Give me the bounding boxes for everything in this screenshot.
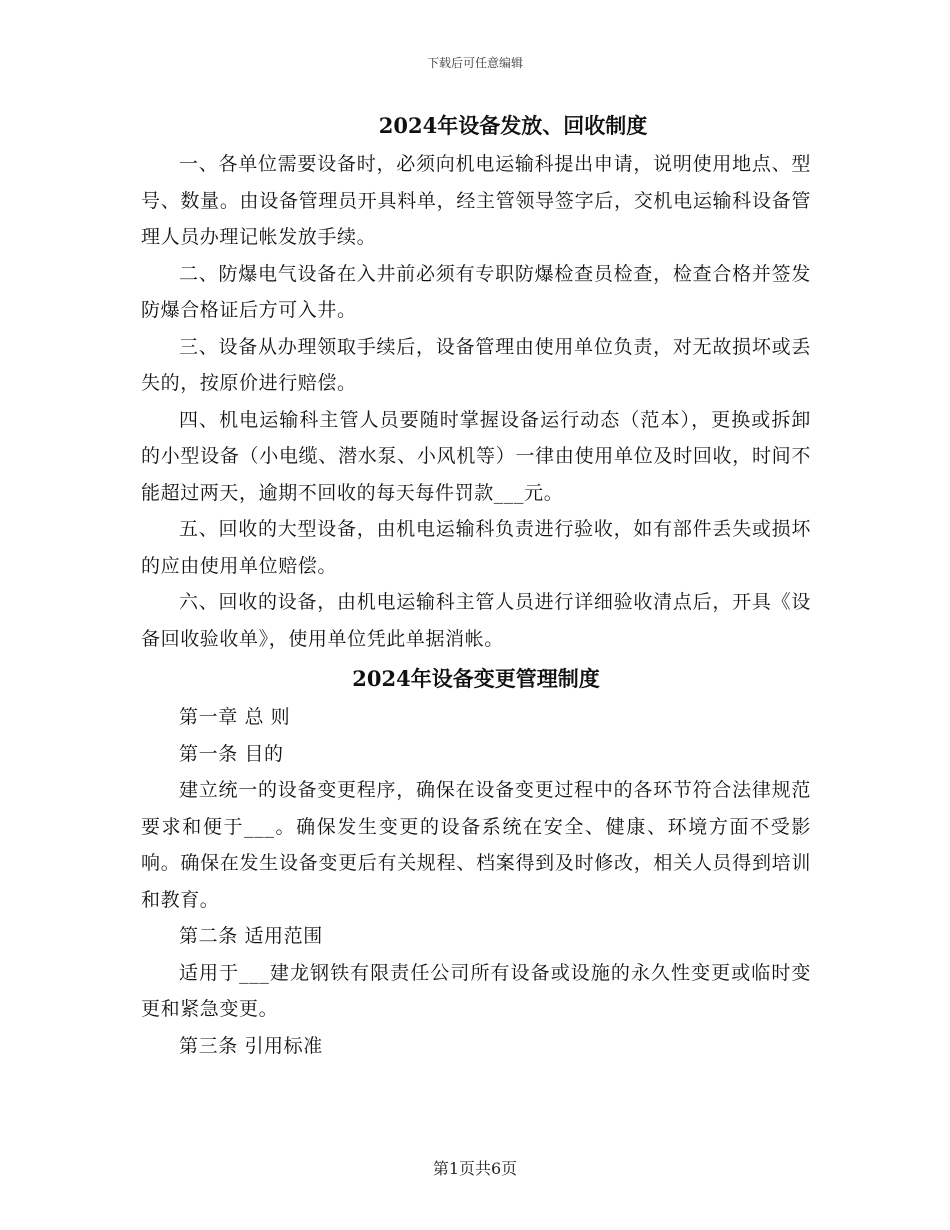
article3-heading: 第三条 引用标准 bbox=[179, 1034, 323, 1057]
section1-paragraph-1: 一、各单位需要设备时，必须向机电运输科提出申请，说明使用地点、型号、数量。由设备管理员开具料单，经主管领导签字后，交机电运输科设备管理人员办理记帐发放手续。 bbox=[141, 153, 811, 248]
section1-paragraph-5: 五、回收的大型设备，由机电运输科负责进行验收，如有部件丢失或损坏的应由使用单位赔偿。 bbox=[141, 518, 811, 577]
article2-text: 适用于___建龙钢铁有限责任公司所有设备或设施的永久性变更或临时变更和紧急变更。 bbox=[141, 961, 811, 1020]
header-note: 下载后可任意编辑 bbox=[426, 56, 523, 70]
section1-paragraph-2: 二、防爆电气设备在入井前必须有专职防爆检查员检查，检查合格并签发防爆合格证后方可入井。 bbox=[141, 262, 811, 321]
section1-paragraph-3: 三、设备从办理领取手续后，设备管理由使用单位负责，对无故损坏或丢失的，按原价进行赔偿。 bbox=[141, 335, 811, 394]
article2-heading: 第二条 适用范围 bbox=[179, 925, 323, 947]
section1-title: 2024年设备发放、回收制度 bbox=[378, 113, 648, 138]
chapter-heading: 第一章 总 则 bbox=[179, 706, 291, 728]
section2-title: 2024年设备变更管理制度 bbox=[352, 666, 600, 691]
section1-paragraph-6: 六、回收的设备，由机电运输科主管人员进行详细验收清点后，开具《设备回收验收单》，使用单位凭此单据消帐。 bbox=[141, 591, 811, 650]
article1-text: 建立统一的设备变更程序，确保在设备变更过程中的各环节符合法律规范要求和便于___。确保发生变更的设备系统在安全、健康、环境方面不受影响。确保在发生设备变更后有关规程、档案得到及时修改，相关人员得到培训和教育。 bbox=[141, 779, 811, 911]
article1-heading: 第一条 目的 bbox=[179, 742, 284, 765]
document-body bbox=[141, 108, 811, 1064]
section1-paragraph-4: 四、机电运输科主管人员要随时掌握设备运行动态（范本），更换或拆卸的小型设备（小电缆、潜水泵、小风机等）一律由使用单位及时回收，时间不能超过两天，逾期不回收的每天每件罚款___元。 bbox=[141, 408, 811, 504]
page-number: 第1页共6页 bbox=[432, 1159, 518, 1178]
